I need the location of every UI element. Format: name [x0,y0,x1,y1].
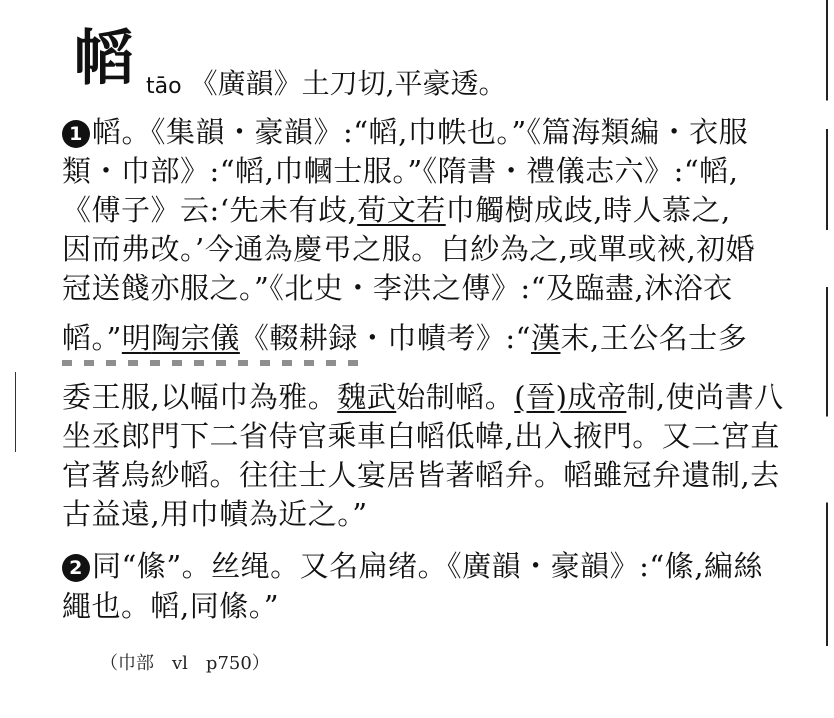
definition-text: 幍。” [62,321,122,355]
definition-line [62,546,763,586]
definition-text: 委王服,以幅巾為雅。 [62,380,338,414]
definition-text: 始制幍。 [396,380,515,414]
definition-line [62,416,780,456]
definition-text: 因而弗改。’今通為慶弔之服。白紗為之,或單或裌,初婚 [62,232,756,266]
definition-text: 同“絛”。丝绳。又名扁绪。《廣韻・豪韻》:“絛,編絲 [92,549,763,583]
definition-line [62,318,747,358]
definition-text: 末,王公名士多 [560,321,748,355]
definition-line [62,494,368,534]
proper-name-underlined: 明 [121,321,152,355]
pinyin: tāo [146,74,182,99]
definition-text: 幍。《集韻・豪韻》:“幍,巾帙也。”《篇海類編・衣服 [92,115,749,149]
proper-name-underlined: (晉)成帝 [514,380,627,414]
definition-text: 坐丞郎門下二省侍官乘車白幍低幃,出入掖門。又二宮直 [62,419,780,453]
entry-header [146,66,506,105]
definition-line [62,229,755,269]
definition-text: 類・巾部》:“幍,巾幗士服。”《隋書・禮儀志六》:“幍, [62,154,739,188]
sense-number-badge: 2 [62,554,90,582]
definition-text: 冠送餞亦服之。”《北史・李洪之傳》:“及臨盡,沐浴衣 [62,271,733,305]
definition-line [62,151,738,191]
definition-line [62,455,780,495]
definition-text: 巾觸樹成歧,時人慕之, [445,193,731,227]
definition-text: 古益遠,用巾幘為近之。” [62,497,368,531]
definition-text: 官著烏紗幍。往往士人宴居皆著幍弁。幍雖冠弁遺制,去 [62,458,780,492]
definition-line [62,112,748,152]
proper-name-underlined: 陶宗儀 [151,321,240,355]
sense-number-badge: 1 [62,120,90,148]
headword: 幍 [74,24,134,94]
definition-line [62,586,279,626]
definition-text: 繩也。幍,同絛。” [62,589,280,623]
bleed-through-marks [62,360,362,366]
margin-line [15,372,16,452]
definition-line [62,377,784,417]
definition-text: 制,使尚書八 [626,380,784,414]
definition-line [62,268,733,308]
proper-name-underlined: 魏武 [337,380,397,414]
phonetic-source: 《廣韻》土刀切,平豪透。 [189,67,507,100]
proper-name-underlined: 荀文若 [357,193,446,227]
definition-line [62,190,731,230]
source-reference: （巾部 vl p750） [100,653,270,674]
definition-text: 《傅子》云:‘先未有歧, [62,193,358,227]
proper-name-underlined: 漢 [530,321,561,355]
definition-text: 《輟耕録・巾幘考》:“ [239,321,531,355]
page-edge-line [826,0,828,718]
